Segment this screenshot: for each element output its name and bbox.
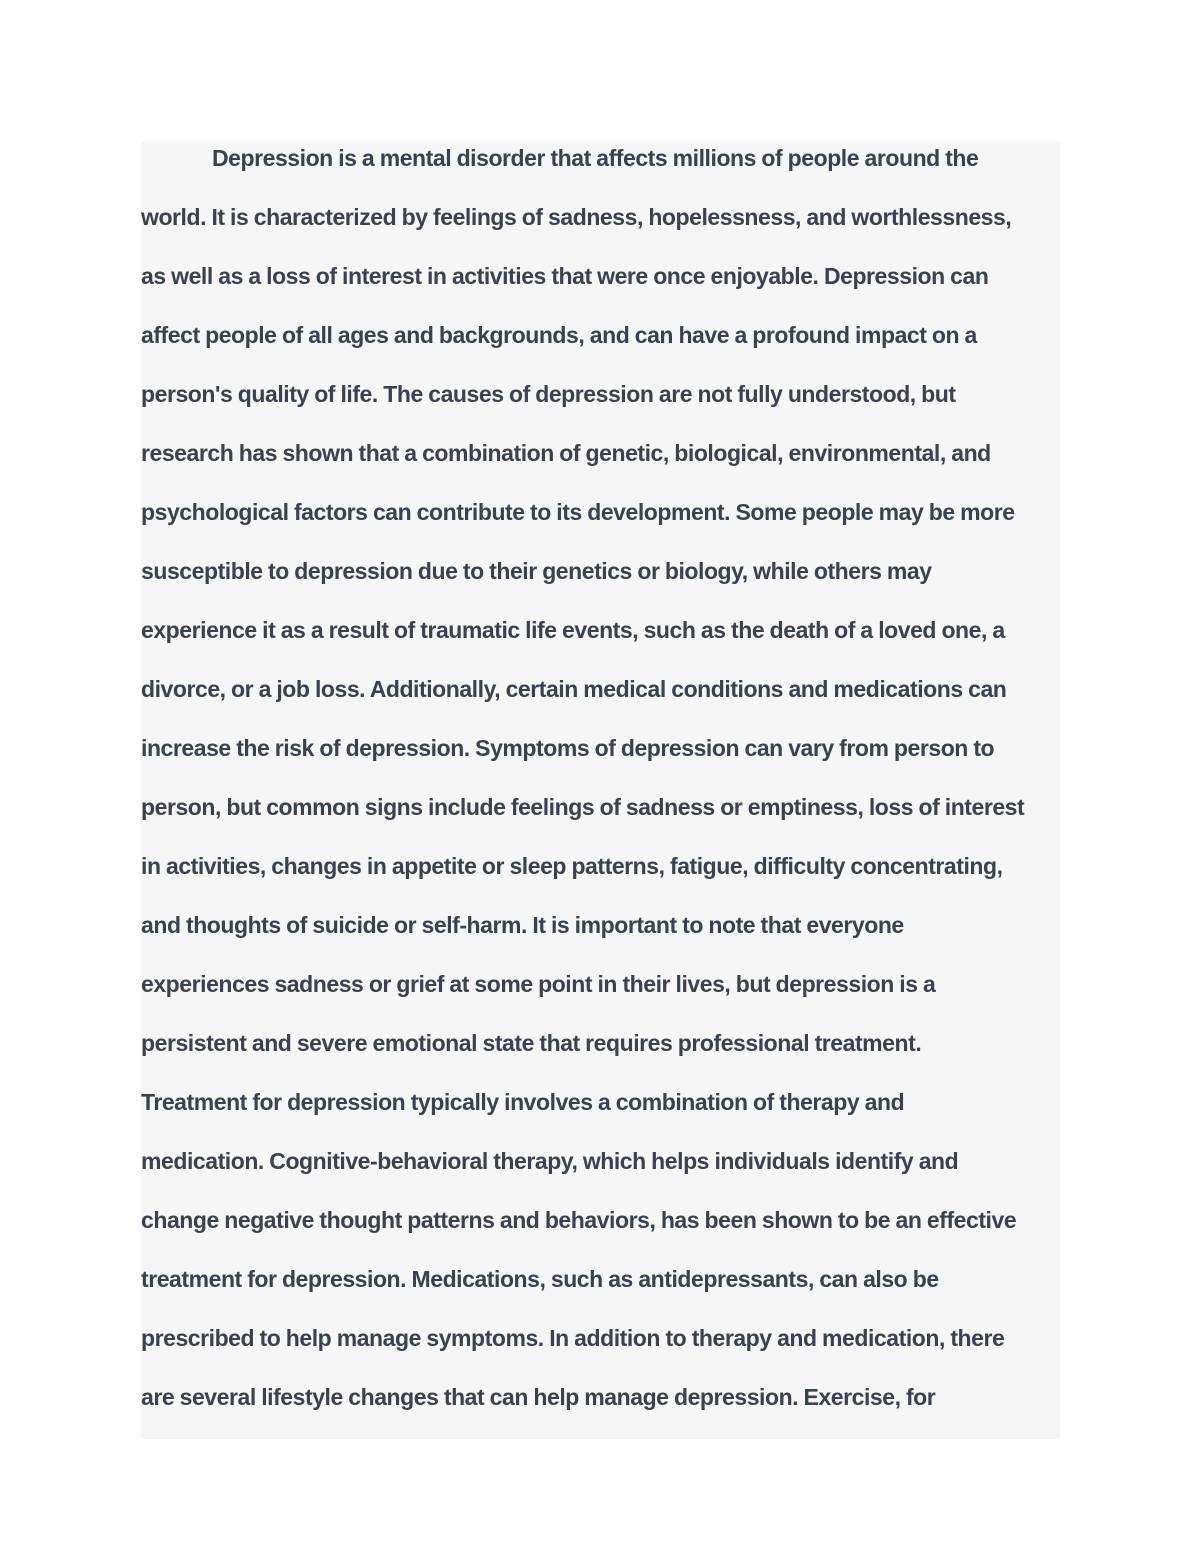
text-line: research has shown that a combination of genetic, biological, environmental, and [141,440,991,466]
text-line: susceptible to depression due to their genetics or biology, while others may [141,558,932,584]
text-line: persistent and severe emotional state that requires professional treatment. [141,1030,922,1056]
text-line: as well as a loss of interest in activities that were once enjoyable. Depression can [141,263,989,289]
text-line: and thoughts of suicide or self-harm. It is important to note that everyone [141,912,904,938]
text-line: prescribed to help manage symptoms. In addition to therapy and medication, there [141,1325,1005,1351]
text-line: world. It is characterized by feelings of sadness, hopelessness, and worthlessness, [141,204,1012,230]
text-line: change negative thought patterns and behaviors, has been shown to be an effective [141,1207,1017,1233]
text-line: in activities, changes in appetite or sleep patterns, fatigue, difficulty concentrating, [141,853,1003,879]
text-line: medication. Cognitive-behavioral therapy, which helps individuals identify and [141,1148,959,1174]
text-line: increase the risk of depression. Symptoms of depression can vary from person to [141,735,995,761]
text-line: are several lifestyle changes that can help manage depression. Exercise, for [141,1384,936,1410]
text-line: psychological factors can contribute to its development. Some people may be more [141,499,1015,525]
text-line: divorce, or a job loss. Additionally, certain medical conditions and medications can [141,676,1007,702]
text-line: experience it as a result of traumatic life events, such as the death of a loved one, a [141,617,1005,643]
text-line: person, but common signs include feelings of sadness or emptiness, loss of interest [141,794,1025,820]
text-line: affect people of all ages and backgrounds, and can have a profound impact on a [141,322,977,348]
text-line: experiences sadness or grief at some point in their lives, but depression is a [141,971,936,997]
text-line: treatment for depression. Medications, such as antidepressants, can also be [141,1266,939,1292]
text-line: person's quality of life. The causes of depression are not fully understood, but [141,381,956,407]
text-line: Depression is a mental disorder that affects millions of people around the [212,145,979,171]
essay-body [141,141,1060,1439]
text-line: Treatment for depression typically involves a combination of therapy and [141,1089,905,1115]
